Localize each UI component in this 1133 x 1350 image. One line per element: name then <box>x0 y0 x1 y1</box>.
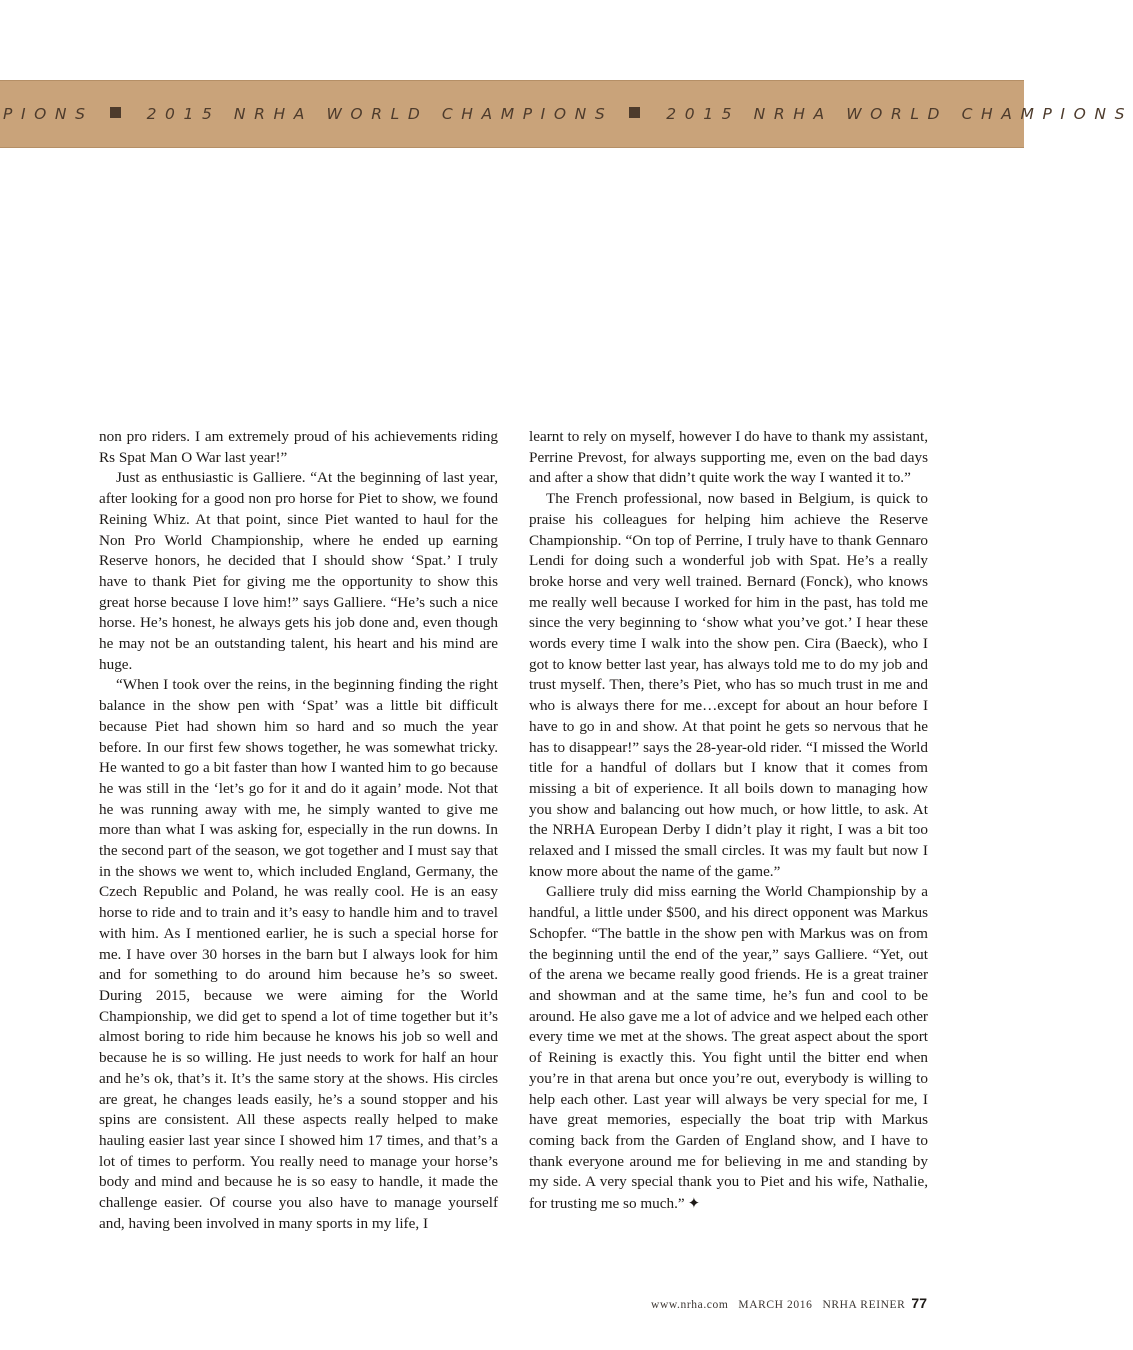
paragraph: The French professional, now based in Belgium, is quick to praise his colleagues for helping him achieve the Reserve Championship. “On top of Perrine, I truly have to thank Gennaro Lendi for doing such a wonderful job with Spat. He’s a really broke horse and very well trained. Bernard (Fonck), who knows me really well because I worked for him in the past, has told me since the very beginning to ‘show what you’ve got.’ I hear these words every time I walk into the show pen. Cira (Baeck), who I got to know better last year, has always told me to do my job and trust myself. Then, there’s Piet, who has so much trust in me and who is always there for me…except for about an hour before I have to go in and show. At that point he gets so nervous that he has to disappear!” says the 28-year-old rider. “I missed the World title for a handful of dollars but I know that it comes from missing a bit of experience. It all boils down to managing how you show and balancing out how much, or how little, to ask. At the NRHA European Derby I didn’t play it right, I was a bit too relaxed and I missed the small circles. It was my fault but now I know more about the name of the game.” <box>529 490 928 880</box>
banner-text: PIONS <box>3 105 94 123</box>
footer-url: www.nrha.com <box>651 1299 729 1311</box>
banner-track <box>3 81 1133 147</box>
paragraph: non pro riders. I am extremely proud of his achievements riding Rs Spat Man O War last year!” <box>99 428 498 466</box>
page-footer <box>651 1295 927 1311</box>
paragraph: Just as enthusiastic is Galliere. “At the beginning of last year, after looking for a good non pro horse for Piet to show, we found Reining Whiz. At that point, since Piet wanted to haul for the Non Pro World Championship, where he ended up earning Reserve honors, he decided that I should show ‘Spat.’ I truly have to thank Piet for giving me the opportunity to show this great horse because I love him!” says Galliere. “He’s such a nice horse. He’s honest, he always gets his job done and, even though he may not be an outstanding talent, his heart and his mind are huge. <box>99 469 498 673</box>
last-paragraph <box>529 882 928 1214</box>
footer-magazine: NRHA REINER <box>822 1299 906 1311</box>
banner-text: 2015 NRHA WORLD CHAMPIONS <box>666 105 1133 123</box>
header-banner <box>0 80 1133 148</box>
square-bullet-icon <box>110 107 121 118</box>
page-number: 77 <box>911 1295 927 1311</box>
article-column-left <box>99 427 498 1234</box>
paragraph: “When I took over the reins, in the beginning finding the right balance in the show pen with ‘Spat’ was a little bit difficult because Piet had shown him so hard and so much the year before. In our first few shows together, he was somewhat tricky. He wanted to go a bit faster than how I wanted him to go because he was still in the ‘let’s go for it and do it again’ mode. Not that he was running away with me, he simply wanted to give me more than what I was asking for, especially in the run downs. In the second part of the season, we got together and I must say that in the shows we went to, which included England, Germany, the Czech Republic and Poland, he was really cool. He is an easy horse to ride and to train and it’s easy to handle him and to travel with him. As I mentioned earlier, he is such a special horse for me. I have over 30 horses in the barn but I always look for him and for something to do around him because he’s so sweet. During 2015, because we were aiming for the World Championship, we did get to spend a lot of time together but it’s almost boring to ride him because he knows his job so well and because he is so willing. He just needs to work for half an hour and he’s ok, that’s it. It’s the same story at the shows. His circles are great, he changes leads easily, he’s a sound stopper and his spins are consistent. All these aspects really helped to make hauling easier last year since I showed him 17 times, and that’s a lot of times to perform. You really need to manage your horse’s body and mind and because he is so easy to handle, it made the challenge easier. Of course you also have to manage yourself and, having been involved in many sports in my life, I <box>99 676 498 1232</box>
paragraph: learnt to rely on myself, however I do have to thank my assistant, Perrine Prevost, for always supporting me, even on the bad days and after a show that didn’t quite work the way I wanted it to.” <box>529 428 928 487</box>
end-mark-icon: ✦ <box>687 1194 701 1213</box>
footer-issue: MARCH 2016 <box>738 1299 813 1311</box>
square-bullet-icon <box>629 107 640 118</box>
article-column-right <box>529 427 928 1215</box>
banner-text: 2015 NRHA WORLD CHAMPIONS <box>146 105 614 123</box>
paragraph-text: Galliere truly did miss earning the World Championship by a handful, a little under $500, and his direct opponent was Markus Schopfer. “The battle in the show pen with Markus was on from the beginning until the end of the year,” says Galliere. “Yet, out of the arena we became really good friends. He is a great trainer and showman and at the same time, he’s fun and cool to be around. He also gave me a lot of advice and we helped each other every time we met at the shows. The great aspect about the sport of Reining is exactly this. You fight until the bitter end when you’re in that arena but once you’re out, everybody is willing to help each other. Last year will always be very special for me, I have great memories, especially the boat trip with Markus coming back from the Garden of England show, and I have to thank everyone around me for believing in me and standing by my side. A very special thank you to Piet and his wife, Nathalie, for trusting me so much.” <box>529 883 928 1213</box>
